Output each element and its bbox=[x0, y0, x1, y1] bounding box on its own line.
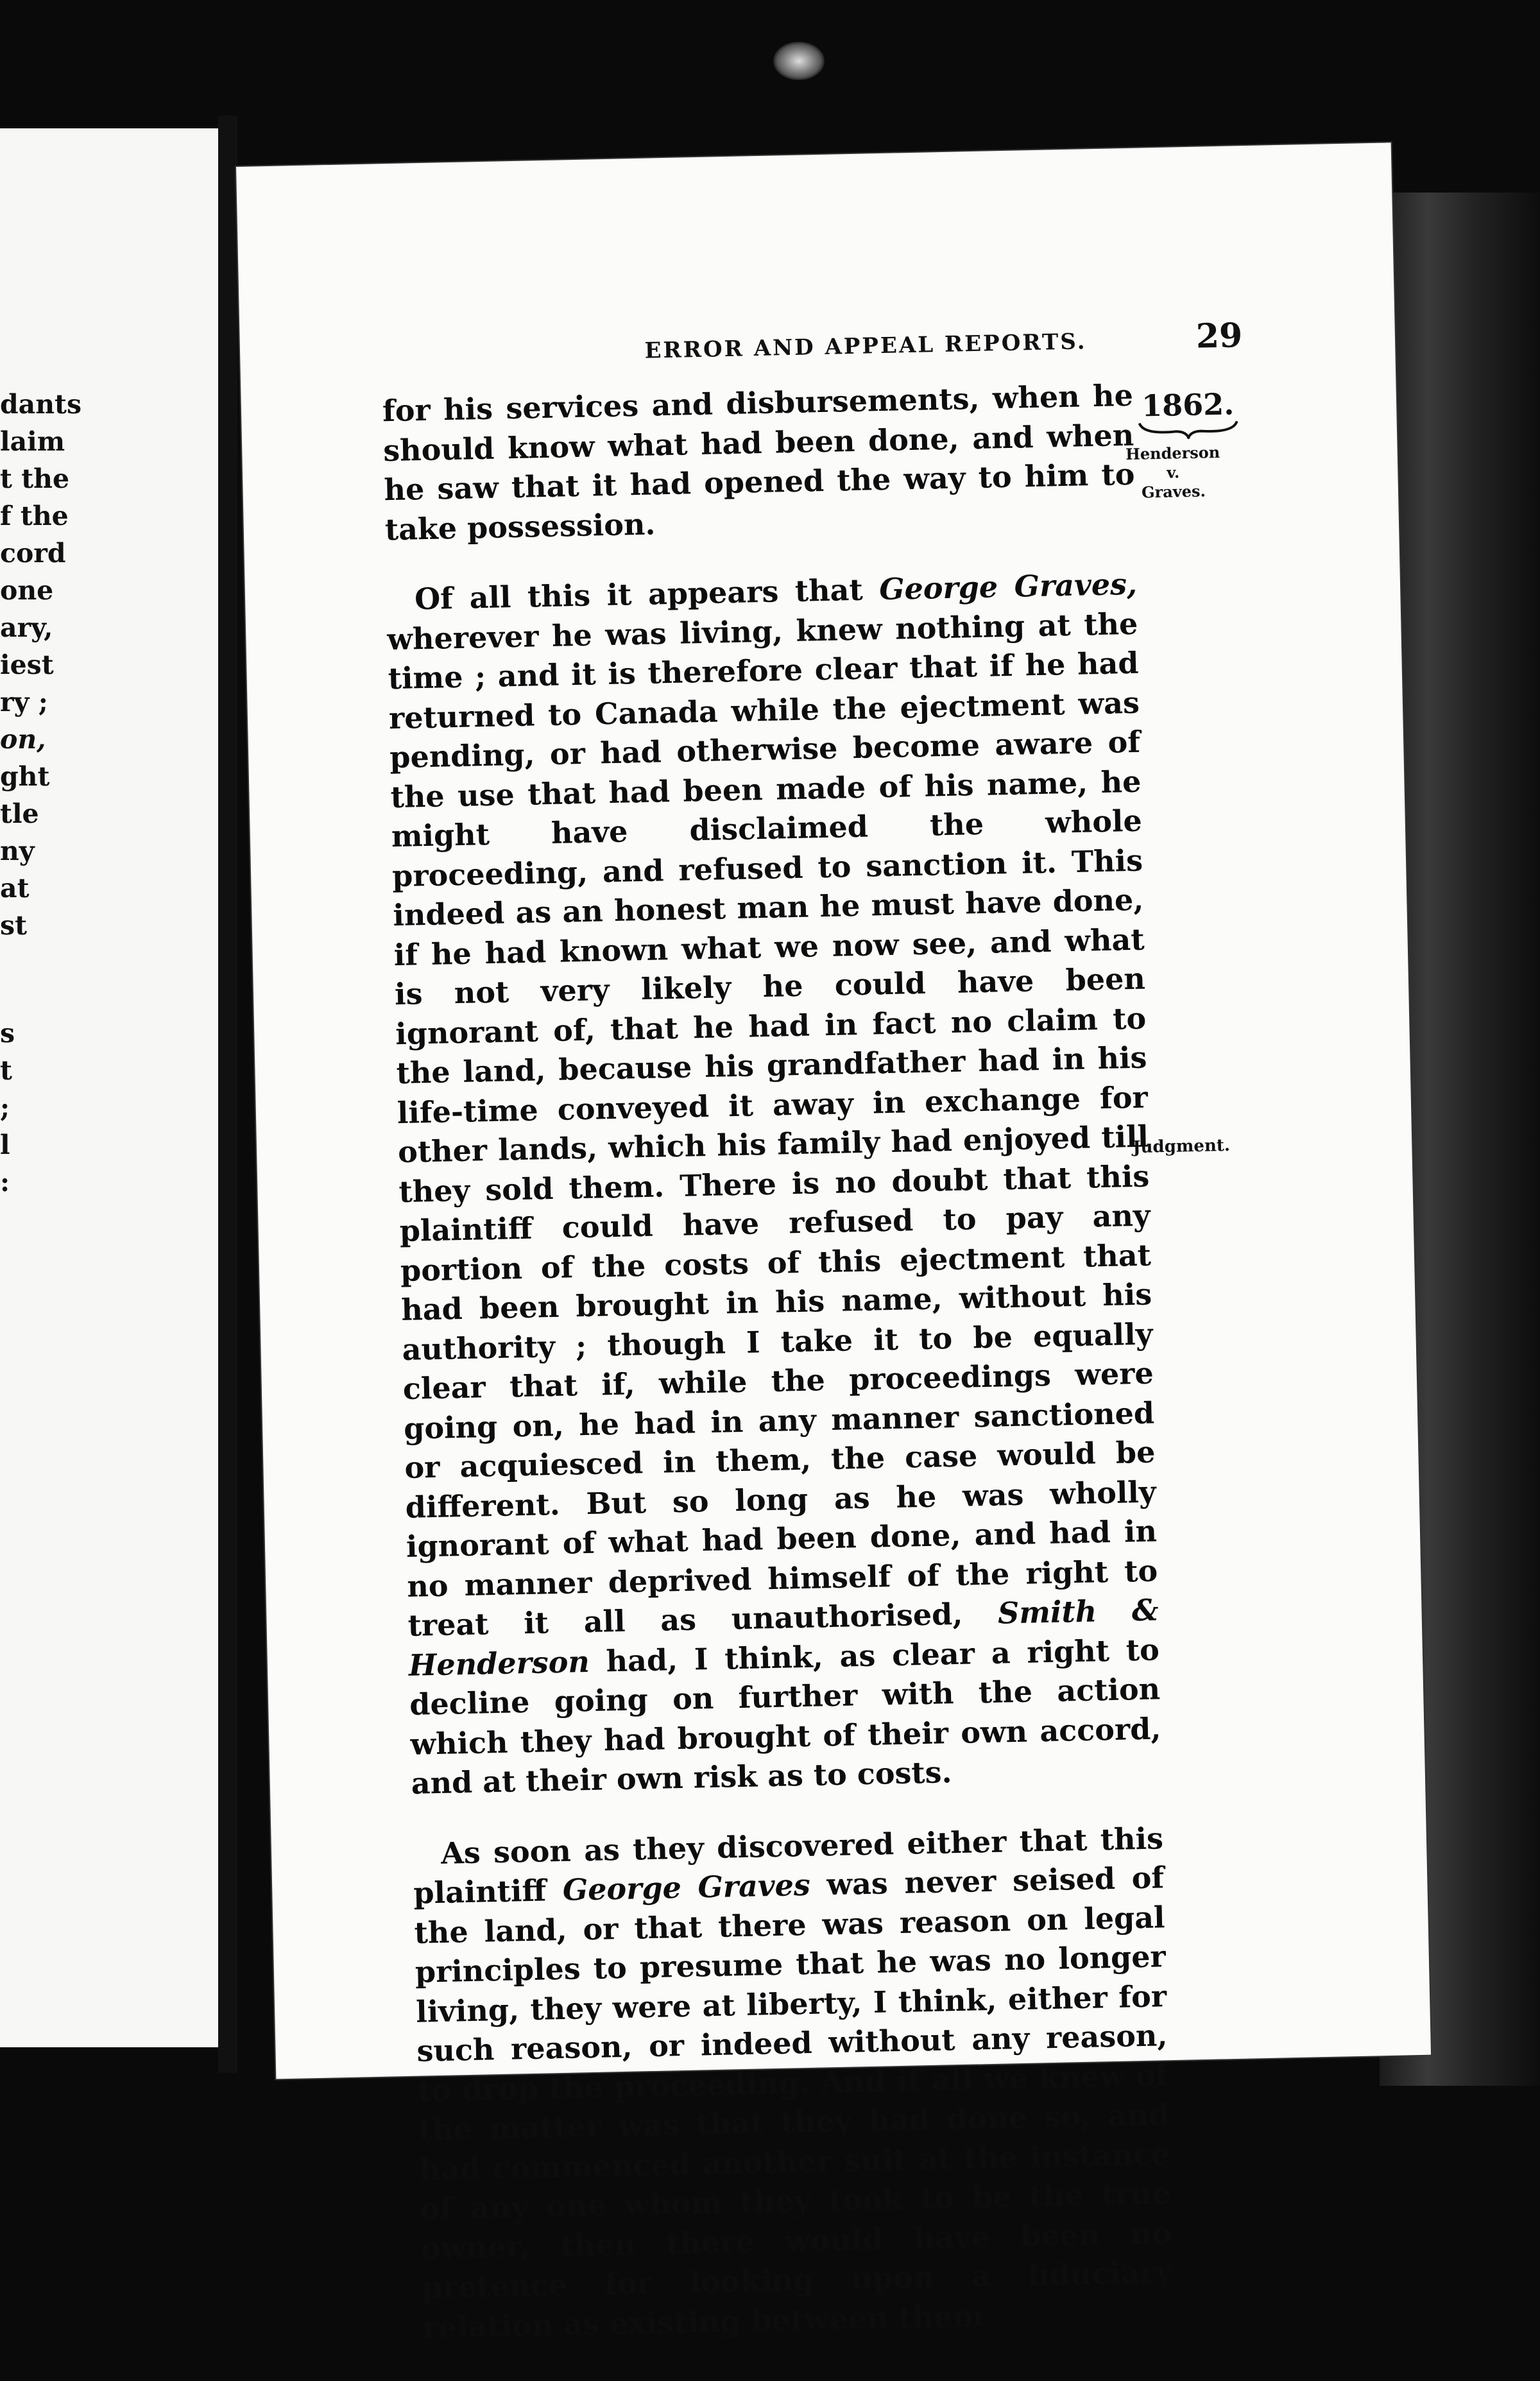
party-name: George Graves, bbox=[878, 566, 1138, 607]
left-page-line: ary, bbox=[0, 612, 53, 643]
left-page-line: t bbox=[0, 1055, 12, 1086]
left-page-line: dants bbox=[0, 389, 82, 420]
margin-year: 1862. bbox=[1141, 386, 1235, 424]
left-page-line: tle bbox=[0, 798, 39, 829]
left-page-line: s bbox=[0, 1018, 15, 1049]
left-page-line: st bbox=[0, 910, 28, 941]
left-page-line: ry ; bbox=[0, 687, 48, 718]
book-page bbox=[236, 142, 1431, 2345]
case-versus: v. bbox=[1167, 463, 1180, 482]
running-head: ERROR AND APPEAL REPORTS. bbox=[644, 329, 1087, 364]
left-page-line: ny bbox=[0, 836, 35, 866]
left-page-line: at bbox=[0, 873, 30, 904]
left-page-line: one bbox=[0, 575, 54, 606]
lamp-glare bbox=[773, 42, 825, 80]
left-page-line: t the bbox=[0, 463, 70, 494]
paragraph-text: was never seised of the land, or that there was reason on legal principles to presume that he was no longer living, they were at liberty, I think, either for such reason, or indeed without any reason, to drop the proceeding. And if all we knew of the matter was that they had done so, and had commenced another suit at the instance of any one whom they took to be the true owner, then there would have been no pretence for looking upon a fiduciary relation as existing between them bbox=[414, 1860, 1173, 2345]
left-page-line: : bbox=[0, 1167, 10, 1198]
paragraph bbox=[386, 565, 1163, 1804]
page-number: 29 bbox=[1195, 316, 1243, 356]
book-binding-gutter bbox=[218, 116, 237, 2073]
left-page-line: l bbox=[0, 1130, 10, 1160]
case-defendant: Graves. bbox=[1141, 481, 1206, 502]
paragraph-text: As soon as they discovered either that this plaintiff bbox=[413, 1820, 1164, 1911]
left-page-line: ; bbox=[0, 1092, 10, 1123]
left-page-line: laim bbox=[0, 426, 65, 457]
brace-icon bbox=[1137, 418, 1240, 440]
left-page-line: f the bbox=[0, 501, 69, 531]
left-page-line: ght bbox=[0, 761, 50, 792]
margin-case-name bbox=[1121, 443, 1225, 503]
paragraph bbox=[412, 1819, 1173, 2348]
left-facing-page bbox=[0, 128, 221, 2047]
body-text bbox=[382, 376, 1174, 2378]
left-page-line: cord bbox=[0, 538, 66, 569]
party-name: George Graves bbox=[562, 1867, 811, 1907]
paragraph-text: had, I think, as clear a right to decline going on further with the action which they had brought of their own accord, and at their own risk as to costs. bbox=[409, 1631, 1161, 1801]
party-name: Smith & Henderson bbox=[408, 1592, 1159, 1683]
paragraph-text: for his services and disbursements, when he should know what had been done, and when he saw that it had opened the way to him to take possession. bbox=[382, 377, 1135, 547]
paragraph-text: wherever he was living, knew nothing at the time ; and it is therefore clear that if he had returned to Canada while the ejectment was pending, or had otherwise become aware of the use that had been made of his name, he might have disclaimed the whole proceeding, and refused to sanction it. This indeed as an honest man he must have done, if he had known what we now see, and what is not very likely he could have been ignorant of, that he had in fact no claim to the land, because his grandfather had in his life-time conveyed it away in exchange for other lands, which his family had enjoyed till they sold them. There is no doubt that this plaintiff could have refused to pay any portion of the costs of this ejectment that had been brought in his name, without his authority ; though I take it to be equally clear that if, while the proceedings were going on, he had in any manner sanctioned or acquiesced in them, the case would be different. But so long as he was wholly ignorant of what had been done, and had in no manner deprived himself of the right to treat it all as unauthorised, bbox=[386, 606, 1158, 1643]
paragraph-text: Of all this it appears that bbox=[414, 572, 880, 617]
left-page-line: iest bbox=[0, 649, 54, 680]
paragraph bbox=[382, 376, 1136, 549]
left-page-line: on, bbox=[0, 724, 46, 755]
margin-judgment-note: Judgment. bbox=[1132, 1135, 1231, 1158]
case-plaintiff: Henderson bbox=[1125, 442, 1220, 464]
